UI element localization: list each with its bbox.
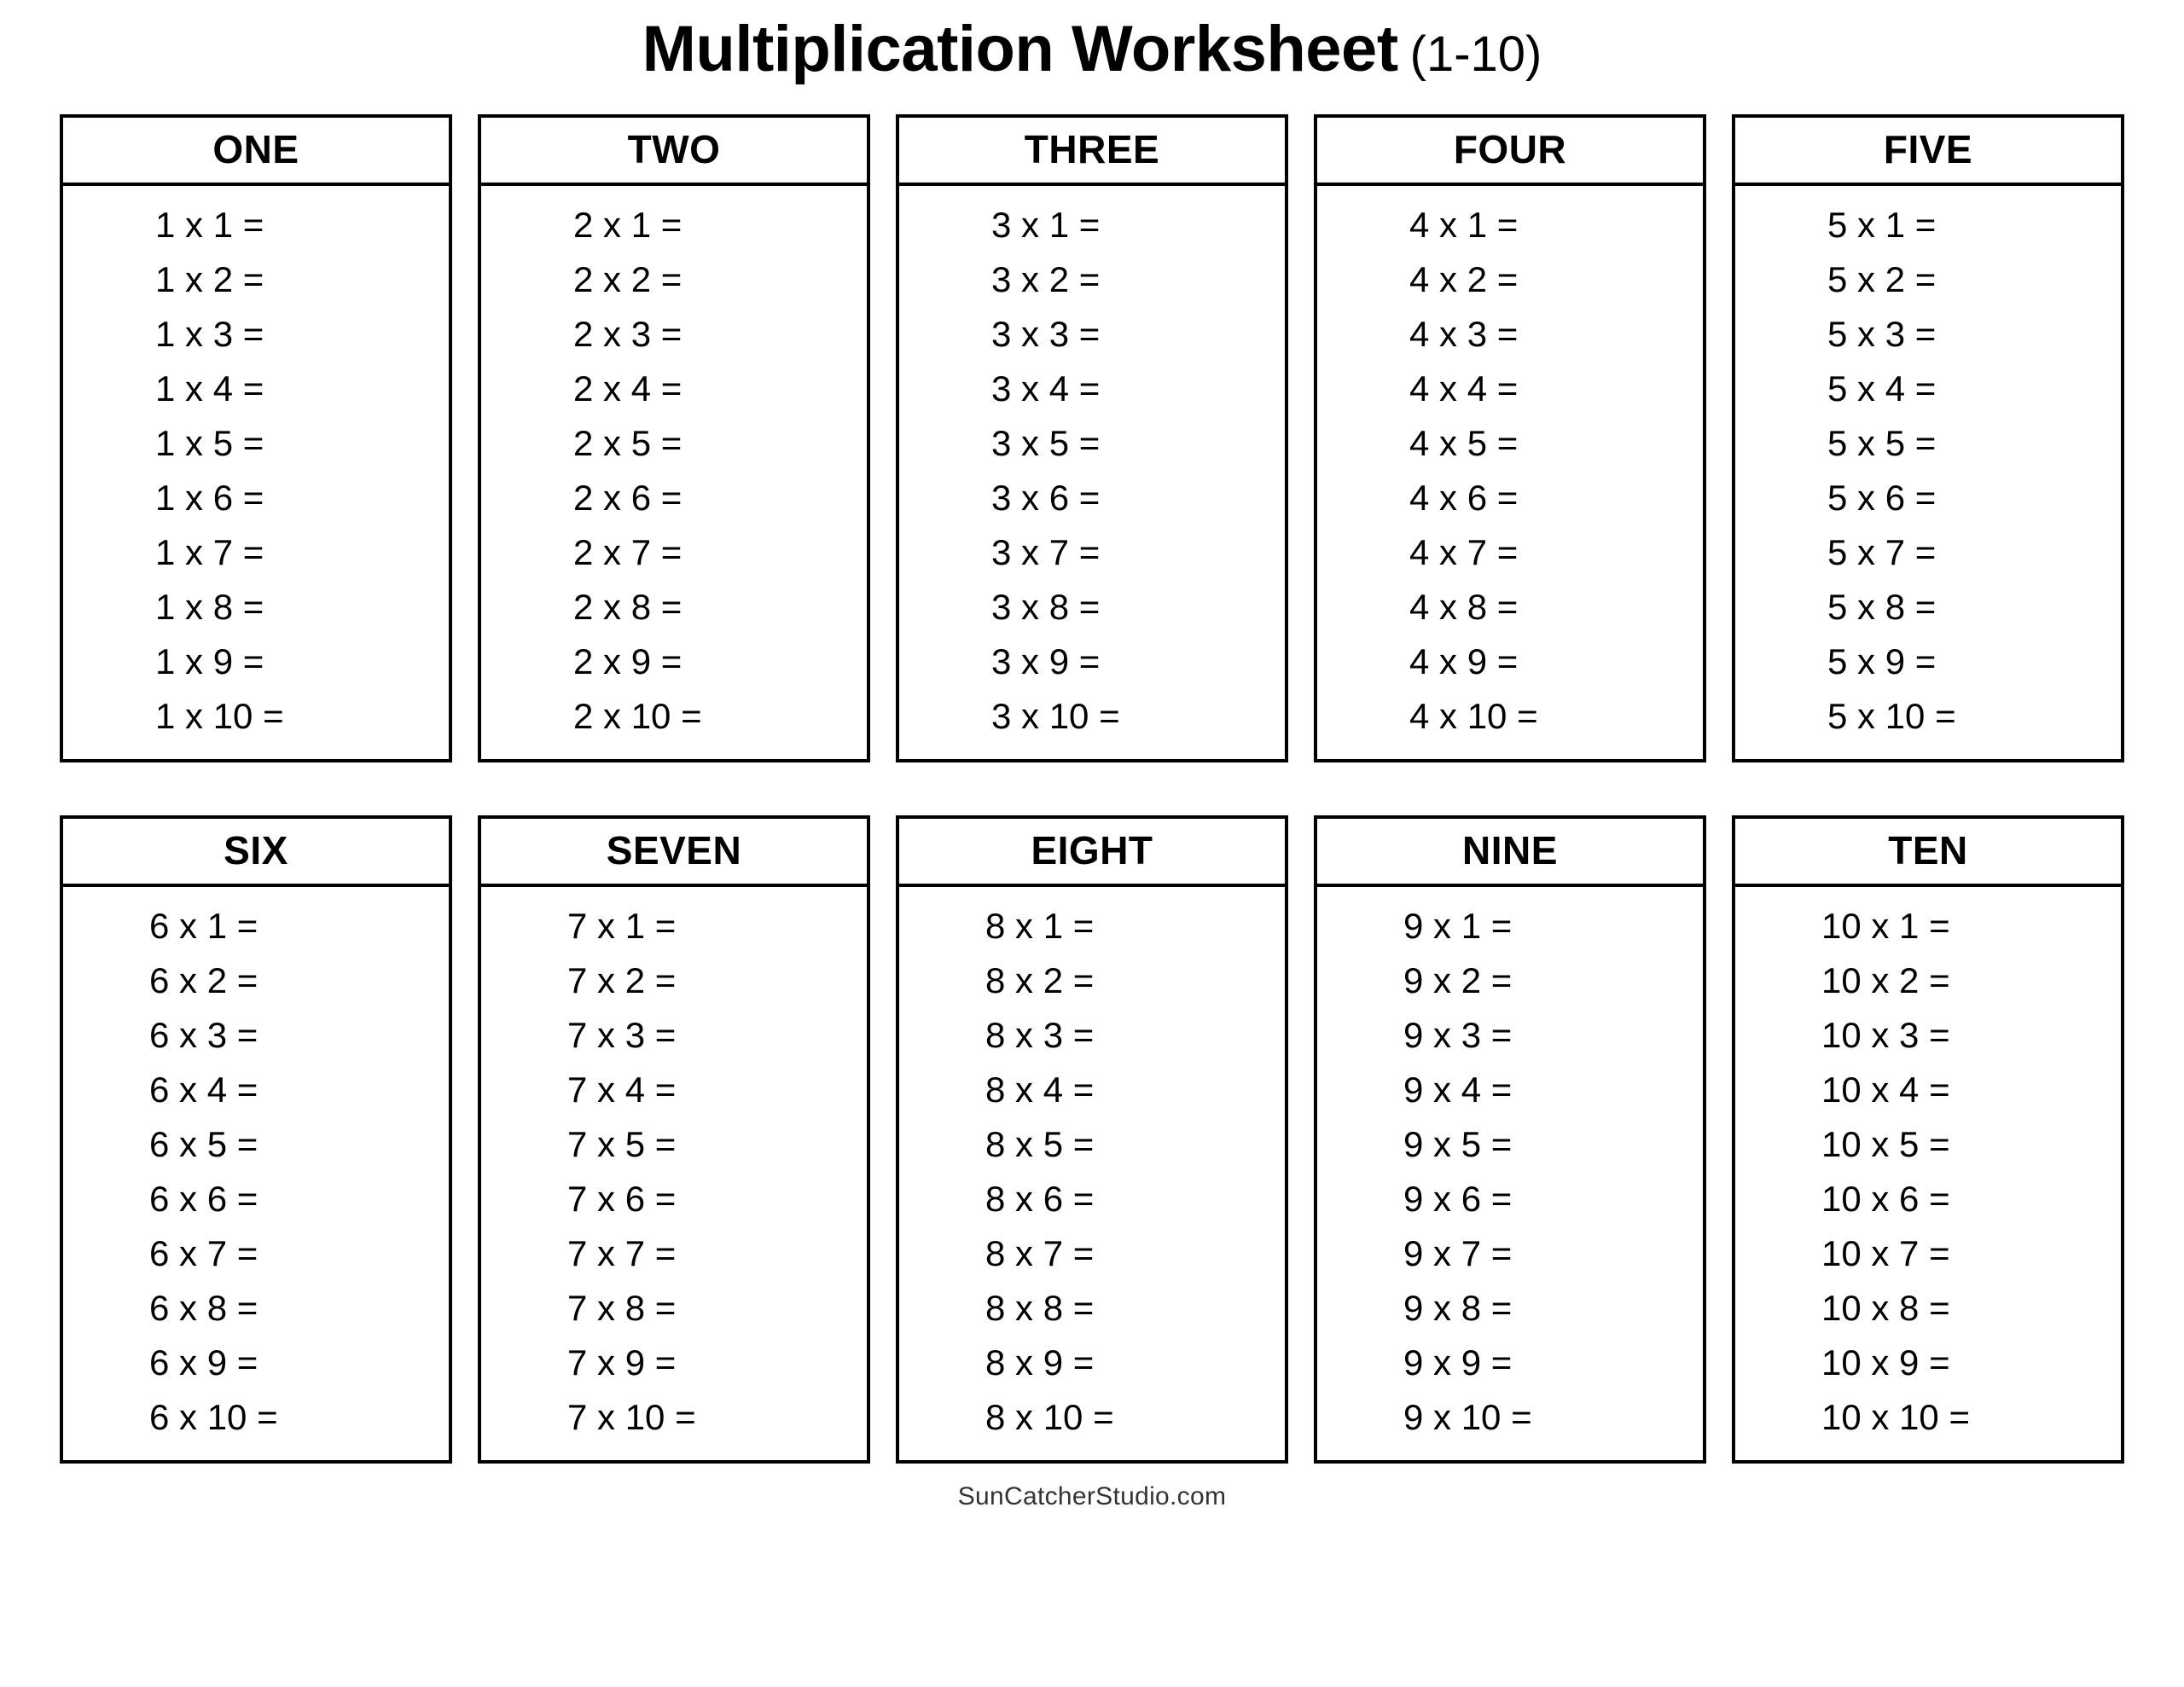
equation-row: 6 x 7 = [149, 1232, 258, 1273]
table-heading: ONE [63, 118, 449, 186]
equation-row: 9 x 5 = [1403, 1123, 1513, 1164]
equation-row: 8 x 6 = [985, 1178, 1095, 1219]
equation-row: 3 x 1 = [991, 204, 1101, 245]
equation-row: 9 x 10 = [1403, 1396, 1532, 1437]
table-heading: TEN [1735, 819, 2121, 887]
table-heading: FOUR [1317, 118, 1703, 186]
equation-row: 3 x 10 = [991, 695, 1120, 736]
equation-row: 3 x 5 = [991, 422, 1101, 463]
table-heading: TWO [481, 118, 867, 186]
equation-row: 1 x 8 = [155, 586, 264, 627]
equation-row: 7 x 6 = [567, 1178, 677, 1219]
equation-row: 1 x 4 = [155, 368, 264, 409]
equation-row: 6 x 2 = [149, 959, 258, 1000]
equation-row: 7 x 2 = [567, 959, 677, 1000]
equation-row: 6 x 4 = [149, 1069, 258, 1110]
table-card-ten [1732, 815, 2124, 1464]
equation-row: 6 x 5 = [149, 1123, 258, 1164]
equation-row: 3 x 8 = [991, 586, 1101, 627]
equation-row: 5 x 9 = [1827, 641, 1937, 681]
table-body [481, 186, 867, 759]
page-title-main: Multiplication Worksheet [642, 13, 1398, 85]
equation-row: 7 x 10 = [567, 1396, 696, 1437]
equation-row: 4 x 2 = [1409, 258, 1519, 299]
equation-row: 10 x 5 = [1821, 1123, 1950, 1164]
equation-row: 3 x 4 = [991, 368, 1101, 409]
equation-row: 5 x 1 = [1827, 204, 1937, 245]
equation-row: 7 x 4 = [567, 1069, 677, 1110]
table-heading: THREE [899, 118, 1285, 186]
table-body [899, 887, 1285, 1460]
equation-row: 4 x 9 = [1409, 641, 1519, 681]
table-body [1317, 186, 1703, 759]
equation-row: 1 x 6 = [155, 477, 264, 518]
equation-row: 2 x 6 = [573, 477, 682, 518]
equation-row: 2 x 8 = [573, 586, 682, 627]
equation-row: 10 x 9 = [1821, 1342, 1950, 1383]
table-card-nine [1314, 815, 1706, 1464]
equation-row: 2 x 2 = [573, 258, 682, 299]
table-heading: SEVEN [481, 819, 867, 887]
equation-row: 2 x 10 = [573, 695, 702, 736]
equation-row: 1 x 10 = [155, 695, 284, 736]
equation-row: 3 x 6 = [991, 477, 1101, 518]
equation-row: 6 x 1 = [149, 905, 258, 946]
equation-row: 8 x 1 = [985, 905, 1095, 946]
table-body [1735, 186, 2121, 759]
tables-grid [60, 114, 2124, 1464]
table-heading: FIVE [1735, 118, 2121, 186]
equation-row: 2 x 4 = [573, 368, 682, 409]
table-card-six [60, 815, 452, 1464]
equation-row: 10 x 3 = [1821, 1014, 1950, 1055]
equation-row: 1 x 3 = [155, 313, 264, 354]
equation-row: 4 x 8 = [1409, 586, 1519, 627]
equation-row: 7 x 1 = [567, 905, 677, 946]
equation-row: 2 x 3 = [573, 313, 682, 354]
equation-row: 4 x 7 = [1409, 531, 1519, 572]
table-body [63, 887, 449, 1460]
equation-row: 9 x 6 = [1403, 1178, 1513, 1219]
equation-row: 9 x 3 = [1403, 1014, 1513, 1055]
equation-row: 8 x 9 = [985, 1342, 1095, 1383]
equation-row: 8 x 3 = [985, 1014, 1095, 1055]
equation-row: 10 x 6 = [1821, 1178, 1950, 1219]
table-body [63, 186, 449, 759]
equation-row: 6 x 6 = [149, 1178, 258, 1219]
equation-row: 2 x 7 = [573, 531, 682, 572]
equation-row: 3 x 7 = [991, 531, 1101, 572]
equation-row: 10 x 8 = [1821, 1287, 1950, 1328]
equation-row: 4 x 6 = [1409, 477, 1519, 518]
equation-row: 9 x 8 = [1403, 1287, 1513, 1328]
equation-row: 5 x 7 = [1827, 531, 1937, 572]
equation-row: 5 x 2 = [1827, 258, 1937, 299]
table-heading: SIX [63, 819, 449, 887]
equation-row: 9 x 2 = [1403, 959, 1513, 1000]
equation-row: 4 x 5 = [1409, 422, 1519, 463]
table-body [1735, 887, 2121, 1460]
equation-row: 6 x 9 = [149, 1342, 258, 1383]
table-card-four [1314, 114, 1706, 762]
equation-row: 10 x 7 = [1821, 1232, 1950, 1273]
page-title [60, 15, 2124, 84]
equation-row: 1 x 1 = [155, 204, 264, 245]
equation-row: 8 x 2 = [985, 959, 1095, 1000]
equation-row: 7 x 3 = [567, 1014, 677, 1055]
equation-row: 2 x 1 = [573, 204, 682, 245]
tables-row-top [60, 114, 2124, 762]
equation-row: 10 x 4 = [1821, 1069, 1950, 1110]
equation-row: 1 x 5 = [155, 422, 264, 463]
table-card-one [60, 114, 452, 762]
equation-row: 8 x 10 = [985, 1396, 1114, 1437]
table-card-three [896, 114, 1288, 762]
equation-row: 1 x 2 = [155, 258, 264, 299]
equation-row: 8 x 5 = [985, 1123, 1095, 1164]
equation-row: 5 x 5 = [1827, 422, 1937, 463]
equation-row: 10 x 2 = [1821, 959, 1950, 1000]
equation-row: 5 x 6 = [1827, 477, 1937, 518]
equation-row: 6 x 10 = [149, 1396, 278, 1437]
equation-row: 2 x 9 = [573, 641, 682, 681]
equation-row: 3 x 3 = [991, 313, 1101, 354]
equation-row: 4 x 10 = [1409, 695, 1538, 736]
equation-row: 6 x 8 = [149, 1287, 258, 1328]
equation-row: 10 x 10 = [1821, 1396, 1970, 1437]
equation-row: 9 x 4 = [1403, 1069, 1513, 1110]
equation-row: 5 x 8 = [1827, 586, 1937, 627]
equation-row: 6 x 3 = [149, 1014, 258, 1055]
equation-row: 8 x 7 = [985, 1232, 1095, 1273]
equation-row: 4 x 4 = [1409, 368, 1519, 409]
footer-credit: SunCatcherStudio.com [957, 1481, 1227, 1510]
equation-row: 2 x 5 = [573, 422, 682, 463]
page-title-range: (1-10) [1409, 26, 1542, 82]
equation-row: 1 x 9 = [155, 641, 264, 681]
table-card-two [478, 114, 870, 762]
equation-row: 9 x 1 = [1403, 905, 1513, 946]
table-heading: EIGHT [899, 819, 1285, 887]
table-card-five [1732, 114, 2124, 762]
equation-row: 5 x 4 = [1827, 368, 1937, 409]
equation-row: 7 x 8 = [567, 1287, 677, 1328]
table-heading: NINE [1317, 819, 1703, 887]
equation-row: 8 x 4 = [985, 1069, 1095, 1110]
table-card-eight [896, 815, 1288, 1464]
table-body [481, 887, 867, 1460]
table-card-seven [478, 815, 870, 1464]
equation-row: 4 x 3 = [1409, 313, 1519, 354]
equation-row: 9 x 9 = [1403, 1342, 1513, 1383]
equation-row: 5 x 10 = [1827, 695, 1956, 736]
equation-row: 5 x 3 = [1827, 313, 1937, 354]
equation-row: 8 x 8 = [985, 1287, 1095, 1328]
equation-row: 1 x 7 = [155, 531, 264, 572]
equation-row: 3 x 2 = [991, 258, 1101, 299]
equation-row: 9 x 7 = [1403, 1232, 1513, 1273]
table-body [899, 186, 1285, 759]
equation-row: 7 x 7 = [567, 1232, 677, 1273]
equation-row: 3 x 9 = [991, 641, 1101, 681]
equation-row: 7 x 5 = [567, 1123, 677, 1164]
equation-row: 10 x 1 = [1821, 905, 1950, 946]
equation-row: 4 x 1 = [1409, 204, 1519, 245]
equation-row: 7 x 9 = [567, 1342, 677, 1383]
tables-row-bottom [60, 815, 2124, 1464]
table-body [1317, 887, 1703, 1460]
